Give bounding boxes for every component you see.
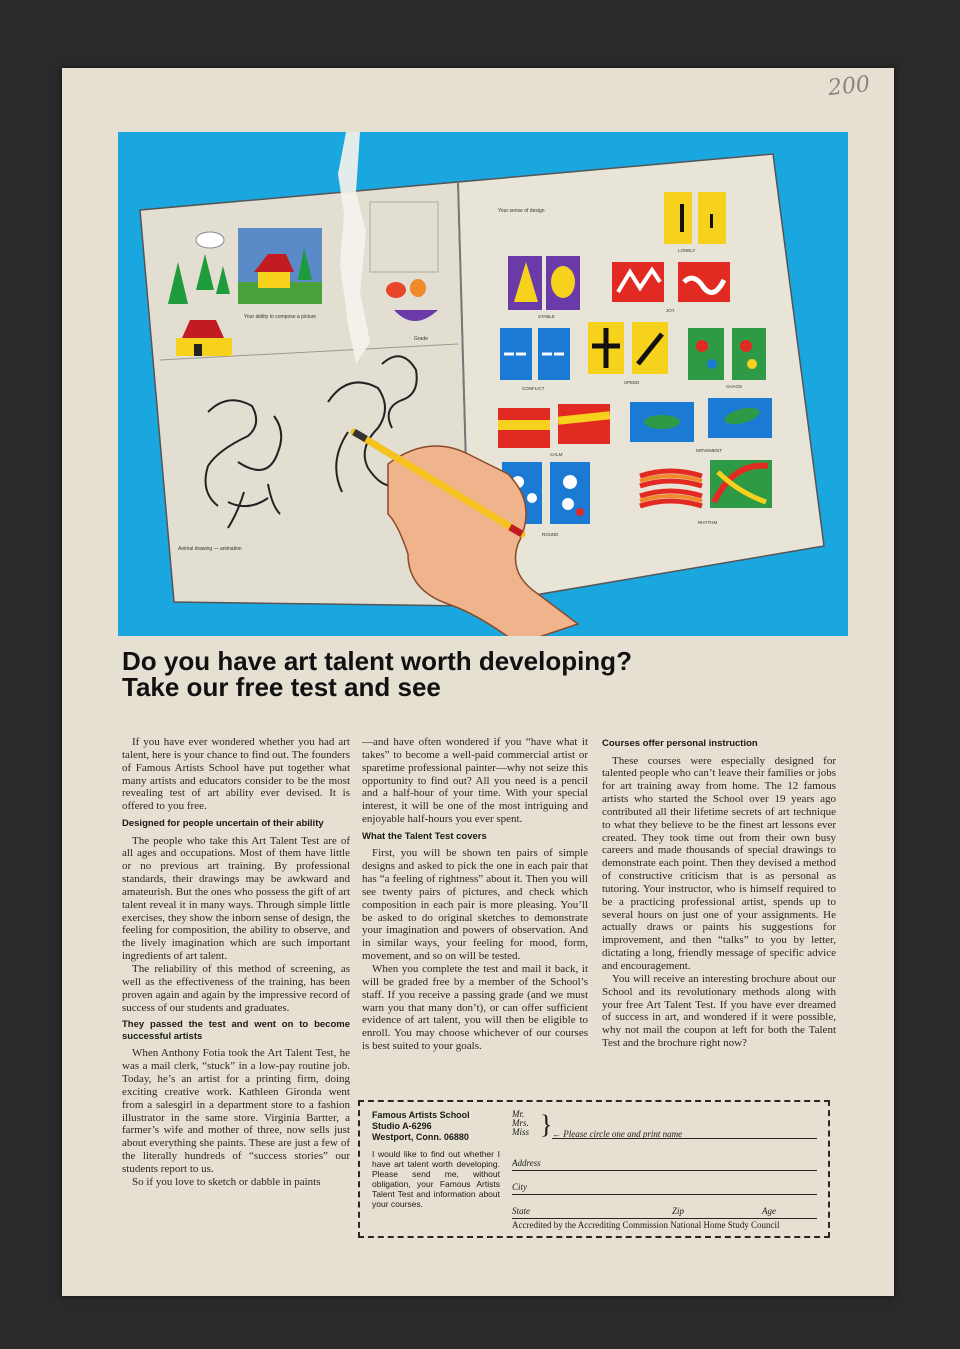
salutation-options[interactable] — [512, 1110, 529, 1137]
subheading: Designed for people uncertain of their ability — [122, 818, 324, 830]
paragraph: The people who take this Art Talent Test are of all ages and occupations. Most of them have little or no previous art training. By professional standards, their drawings may be awkward and amateurish. But the ones who possess the gift of art talent reveal it in many ways. Through simple little exercises, they show the inborn sense of design, the feeling for composition, the ability to observe, and the lively imagination which are such important ingredients of art talent. — [122, 834, 350, 963]
paragraph: You will receive an interesting brochure about our School and its revolutionary methods along with your free Art Talent Test. If you have ever dreamed of success in art, and wondered if it were possible, why not mail the coupon at left for both the Talent Test and the brochure right now? — [602, 972, 836, 1050]
subheading: Courses offer personal instruction — [602, 738, 758, 749]
studio-number: Studio A-6296 — [372, 1121, 432, 1131]
left-grade-label: Grade — [414, 336, 428, 342]
bottom-page-caption: Animal drawing — animation — [178, 546, 242, 552]
subheading: They passed the test and went on to become successful artists — [122, 1019, 350, 1042]
age-label: Age — [762, 1206, 776, 1216]
state-zip-age-field[interactable] — [512, 1206, 817, 1219]
school-city: Westport, Conn. 06880 — [372, 1132, 469, 1142]
subheading: What the Talent Test covers — [362, 830, 487, 842]
paragraph: These courses were especially designed for talented people who can’t leave their families or jobs for art training away from home. The 12 famous artists who started the School over 19 years ago contributed all their lifetime secrets of art technique to what they believe to be the finest art lessons ever created. They took time out from their own busy careers and made thousands of special drawings to demonstrate each point. Then they devised a method of constructive criticism that is as personal as tutoring. Your instructor, who is himself required to be a practicing professional artist, spends up to several hours on just one of your assignments. He actually draws or paints his suggestions for improvement, and then “talks” to you by letter, dictating a long, friendly message of specific advice and encouragement. — [602, 754, 836, 972]
paragraph: First, you will be shown ten pairs of simple designs and asked to pick the one in each pair that has “a feeling of rightness” about it. Then you will see twenty pairs of pictures, and check which composition in each pair is more pleasing. You’ll be asked to do original sketches to demonstrate your imagination and powers of observation. And in similar ways, your feeling for mood, form, movement, and so on will be tested. — [362, 847, 588, 963]
label-calm: CALM — [550, 452, 563, 457]
salutation-miss[interactable]: Miss — [512, 1127, 530, 1137]
coupon-form — [512, 1110, 822, 1230]
price-pencil-note: 200 — [826, 71, 872, 102]
label-stable: STABLE — [538, 314, 555, 319]
paragraph: If you have ever wondered whether you had art talent, here is your chance to find out. The founders of Famous Artists School have put together what many artists and educators consider to be the most revealing test of art ability ever devised. It is offered to you free. — [122, 736, 350, 813]
right-page-header: Your sense of design — [498, 208, 545, 214]
label-speed: SPEED — [624, 380, 640, 385]
label-joy: JOY — [666, 308, 675, 313]
headline-line-1: Do you have art talent worth developing? — [122, 646, 632, 676]
headline-line-2: Take our free test and see — [122, 672, 441, 702]
body-column-2 — [362, 736, 588, 1053]
label-round: ROUND — [542, 532, 559, 537]
address-field[interactable] — [512, 1158, 817, 1171]
city-field[interactable] — [512, 1182, 817, 1195]
body-column-1 — [122, 736, 350, 1189]
school-name: Famous Artists School — [372, 1110, 470, 1120]
paragraph: So if you love to sketch or dabble in paints — [132, 1175, 321, 1188]
left-page-caption: Your ability to compose a picture — [244, 314, 317, 320]
label-movement: MOVEMENT — [696, 448, 723, 453]
mail-in-coupon[interactable] — [358, 1100, 830, 1238]
label-rhythm: RHYTHM — [698, 520, 718, 525]
name-field[interactable] — [552, 1126, 817, 1139]
coupon-address-block — [372, 1110, 500, 1209]
coupon-request-text: I would like to find out whether I have art talent worth developing. Please send me, without obligation, your Famous Artists Talent Test and information about your courses. — [372, 1149, 500, 1209]
test-booklet-illustration — [118, 132, 848, 636]
city-label: City — [512, 1182, 527, 1192]
salutation-mr[interactable]: Mr. — [512, 1109, 525, 1119]
paragraph: When you complete the test and mail it back, it will be graded free by a member of the School’s staff. If you receive a passing grade (and we must warn you that many don’t), or can offer sufficient evidence of art talent, you will then be eligible to enroll. You may choose whichever of our courses is best suited to your goals. — [362, 963, 588, 1053]
headline — [122, 648, 842, 700]
paragraph: The reliability of this method of screening, as well as the effectiveness of the training, has been proven again and again by the impressive record of success of our students and graduates. — [122, 963, 350, 1014]
name-hint: ← Please circle one and print name — [552, 1129, 683, 1139]
salutation-mrs[interactable]: Mrs. — [512, 1118, 529, 1128]
zip-label: Zip — [672, 1206, 685, 1216]
paragraph: When Anthony Fotia took the Art Talent Test, he was a mail clerk, “stuck” in a low-pay routine job. Today, he’s an artist for a printing firm, doing exciting creative work. Kathleen Gironda went from a salesgirl in a department store to a fashion illustrator in the same store. Virginia Bartter, a farmer’s wife and mother of three, now sells just about everything she paints. These are just a few of the literally hundreds of “success stories” our students report to us. — [122, 1047, 350, 1175]
state-label: State — [512, 1206, 530, 1216]
label-lonely: LONELY — [678, 248, 696, 253]
accreditation-note: Accredited by the Accrediting Commission National Home Study Council — [512, 1220, 780, 1230]
brace-glyph: } — [540, 1110, 553, 1139]
booklet-svg — [118, 132, 848, 636]
paragraph: —and have often wondered if you “have what it takes” to become a well-paid commercial artist or sparetime professional painter—why not seize this opportunity to find out? All you need is a pencil and a half-hour of your time. With your special interest, it will be one of the most intriguing and enjoyable half-hours you ever spent. — [362, 736, 588, 826]
body-column-3 — [602, 738, 836, 1050]
address-label: Address — [512, 1158, 541, 1168]
label-conflict: CONFLICT — [522, 386, 545, 391]
label-chaos: CHAOS — [726, 384, 743, 389]
